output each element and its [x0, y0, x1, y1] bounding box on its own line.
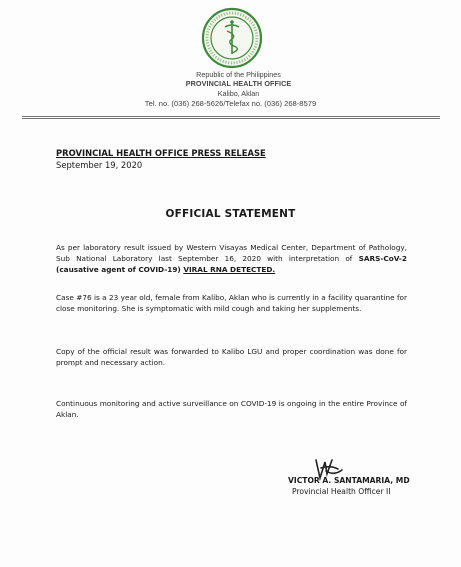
detection-result: VIRAL RNA DETECTED.	[183, 265, 276, 275]
signatory-position: Provincial Health Officer II	[292, 487, 391, 496]
paragraph-case-details: Case #76 is a 23 year old, female from Kalibo, Aklan who is currently in a facility quarantine for close monitoring. She is symptomatic with mild cough and taking her supplements.	[56, 293, 407, 314]
provincial-health-office-seal-icon	[201, 7, 263, 69]
contact-numbers: Tel. no. (036) 268-5626/Telefax no. (036) 268-8579	[144, 99, 317, 108]
paragraph-lab-result	[56, 242, 407, 276]
release-date: September 19, 2020	[56, 160, 143, 170]
signatory-name: VICTOR A. SANTAMARIA, MD	[288, 476, 410, 485]
paragraph-surveillance: Continuous monitoring and active surveillance on COVID-19 is ongoing in the entire Province of Aklan.	[56, 399, 407, 420]
lab-result-text: As per laboratory result issued by Western Visayas Medical Center, Department of Pathology, Sub National Laboratory last September 16, 2020 with interpretation of	[56, 243, 407, 264]
header-divider-bottom	[22, 118, 440, 119]
office-location: Kalibo, Aklan	[217, 89, 260, 98]
release-heading: PROVINCIAL HEALTH OFFICE PRESS RELEASE	[56, 148, 266, 158]
country-line: Republic of the Philippines	[196, 70, 281, 79]
pathogen-text: SARS-CoV-2 (causative agent of COVID-19)	[56, 254, 407, 275]
office-name: PROVINCIAL HEALTH OFFICE	[185, 79, 292, 88]
statement-title: OFFICIAL STATEMENT	[165, 208, 296, 220]
paragraph-coordination: Copy of the official result was forwarded to Kalibo LGU and proper coordination was done for prompt and necessary action.	[56, 347, 407, 368]
header-divider-top	[22, 116, 440, 117]
